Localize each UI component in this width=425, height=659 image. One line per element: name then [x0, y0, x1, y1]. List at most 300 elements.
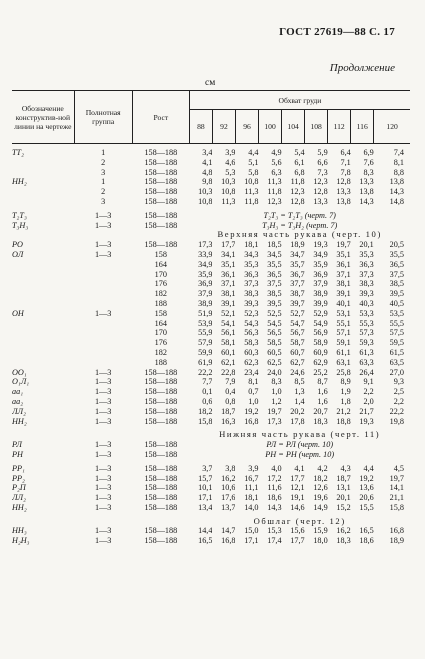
measurement-value: 4,2	[317, 463, 328, 473]
measurement-value: 16,8	[389, 526, 404, 536]
measurement-value: 36,1	[221, 269, 236, 279]
line-designation: PO	[12, 240, 23, 250]
table-row	[12, 319, 410, 329]
table-row	[12, 417, 410, 427]
measurement-value: 18,5	[267, 240, 282, 250]
measurement-value: 36,1	[336, 259, 351, 269]
height-value: 158—188	[144, 387, 178, 397]
measurement-value: 6,1	[294, 157, 305, 167]
measurement-value: 62,3	[244, 357, 259, 367]
measurement-value: 16,2	[221, 473, 236, 483]
height-value: 170	[154, 328, 167, 338]
formula-text: РЛ = РЛ (черт. 10)	[266, 440, 334, 450]
measurement-value: 3,9	[225, 148, 236, 157]
measurement-value: 20,5	[389, 240, 404, 250]
measurement-value: 10,8	[198, 196, 213, 206]
measurement-value: 35,3	[244, 259, 259, 269]
measurement-value: 54,7	[290, 318, 305, 328]
table-row	[12, 279, 410, 289]
measurement-value: 15,9	[313, 526, 328, 536]
measurement-value: 18,6	[359, 536, 374, 546]
measurement-value: 7,4	[393, 148, 404, 157]
line-designation	[12, 328, 74, 338]
measurement-value: 10,3	[198, 187, 213, 197]
line-designation: OH	[12, 308, 24, 318]
measurement-value: 14,3	[359, 196, 374, 206]
measurement-value: 5,3	[225, 167, 236, 177]
measurement-value: 19,7	[389, 473, 404, 483]
line-designation	[12, 348, 74, 358]
full-group: 3	[101, 196, 106, 206]
measurement-value: 17,4	[267, 536, 282, 546]
measurement-value: 33,9	[198, 249, 213, 259]
measurement-value: 19,8	[389, 416, 404, 426]
measurement-value: 54,1	[221, 318, 236, 328]
measurement-value: 1,0	[248, 396, 259, 406]
measurement-value: 5,6	[271, 157, 282, 167]
bust-size-header: 96	[235, 110, 258, 144]
line-designation: HH₂	[12, 416, 27, 426]
formula-text: T₃H₃ = T₃H₂ (черт. 7)	[262, 220, 338, 230]
measurement-value: 35,3	[359, 249, 374, 259]
measurement-value: 7,3	[317, 167, 328, 177]
height-value: 158—188	[144, 167, 178, 177]
measurement-value: 61,1	[336, 347, 351, 357]
measurement-value: 8,5	[294, 377, 305, 387]
measurement-value: 39,1	[336, 289, 351, 299]
bust-size-header: 120	[374, 110, 410, 144]
measurement-value: 1,4	[294, 396, 305, 406]
measurement-value: 11,3	[221, 196, 236, 206]
measurement-value: 1,8	[340, 396, 351, 406]
measurement-value: 1,2	[271, 396, 282, 406]
measurement-value: 54,3	[244, 318, 259, 328]
full-group: 1—3	[95, 240, 112, 250]
measurement-value: 13,3	[313, 196, 328, 206]
col-header-designation: Обозначение конструктив-ной линии на чертеже	[12, 91, 74, 144]
table-row	[12, 148, 410, 158]
measurement-value: 11,8	[290, 177, 305, 187]
measurement-value: 63,1	[336, 357, 351, 367]
measurement-value: 4,9	[271, 148, 282, 157]
col-header-height: Рост	[132, 91, 189, 144]
measurement-value: 52,7	[290, 308, 305, 318]
measurement-value: 27,0	[389, 367, 404, 377]
measurement-value: 53,9	[198, 318, 213, 328]
full-group: 1—3	[95, 473, 112, 483]
measurement-value: 3,8	[225, 463, 236, 473]
full-group: 1—3	[95, 440, 112, 450]
measurement-value: 11,3	[267, 177, 282, 187]
measurement-value: 15,7	[198, 473, 213, 483]
measurement-value: 6,4	[340, 148, 351, 157]
measurement-value: 4,4	[363, 463, 374, 473]
full-group	[74, 348, 132, 358]
table-row	[12, 260, 410, 270]
measurement-value: 18,3	[313, 416, 328, 426]
measurement-value: 11,6	[267, 483, 282, 493]
measurement-value: 13,1	[336, 483, 351, 493]
formula-row	[12, 440, 410, 450]
measurement-value: 15,6	[290, 526, 305, 536]
full-group: 1—3	[95, 367, 112, 377]
measurement-value: 12,6	[313, 483, 328, 493]
measurement-value: 9,3	[393, 377, 404, 387]
measurement-value: 6,3	[271, 167, 282, 177]
measurement-value: 11,3	[244, 187, 259, 197]
measurement-value: 15,2	[336, 502, 351, 512]
line-designation	[12, 289, 74, 299]
section-title: Нижняя часть рукава (черт. 11)	[219, 430, 381, 440]
table-row	[12, 240, 410, 250]
measurement-value: 21,7	[359, 406, 374, 416]
measurement-value: 37,9	[198, 289, 213, 299]
measurement-value: 20,6	[359, 493, 374, 503]
line-designation	[12, 270, 74, 280]
measurement-value: 25,8	[336, 367, 351, 377]
measurement-value: 13,7	[221, 502, 236, 512]
section-title: Обшлаг (черт. 12)	[253, 516, 346, 526]
height-value: 188	[154, 298, 167, 308]
bust-size-header: 116	[351, 110, 374, 144]
measurement-value: 55,9	[198, 328, 213, 338]
height-value: 158	[154, 308, 167, 318]
full-group	[74, 328, 132, 338]
measurement-value: 38,1	[336, 279, 351, 289]
measurement-value: 60,3	[244, 347, 259, 357]
table-row	[12, 197, 410, 207]
measurement-value: 3,9	[248, 463, 259, 473]
height-value: 158—188	[144, 220, 178, 230]
height-value: 164	[154, 318, 167, 328]
measurement-value: 1,6	[317, 387, 328, 397]
measurement-value: 39,1	[221, 298, 236, 308]
formula-row	[12, 450, 410, 460]
measurement-value: 6,8	[294, 167, 305, 177]
section-upper-sleeve	[12, 230, 410, 240]
measurement-value: 7,7	[202, 377, 213, 387]
measurement-value: 10,3	[221, 177, 236, 187]
measurement-value: 17,8	[290, 416, 305, 426]
measurement-value: 19,3	[313, 240, 328, 250]
line-designation: T₃H₃	[12, 220, 29, 230]
table-row	[12, 368, 410, 378]
measurement-value: 9,1	[363, 377, 374, 387]
measurement-value: 19,6	[313, 493, 328, 503]
height-value: 158—188	[144, 449, 178, 459]
measurement-value: 38,5	[267, 289, 282, 299]
measurement-value: 0,8	[225, 396, 236, 406]
measurement-value: 18,1	[244, 493, 259, 503]
table-row	[12, 358, 410, 368]
measurement-value: 37,9	[313, 279, 328, 289]
full-group: 1—3	[95, 463, 112, 473]
measurement-value: 12,3	[313, 177, 328, 187]
measurement-value: 35,5	[389, 249, 404, 259]
measurement-value: 53,1	[336, 308, 351, 318]
measurement-value: 34,3	[244, 249, 259, 259]
height-value: 164	[154, 259, 167, 269]
measurement-value: 37,3	[359, 269, 374, 279]
full-group: 1—3	[95, 416, 112, 426]
full-group: 1—3	[95, 387, 112, 397]
table-row	[12, 526, 410, 536]
measurement-value: 62,7	[290, 357, 305, 367]
full-group: 1—3	[95, 483, 112, 493]
measurement-value: 7,8	[340, 167, 351, 177]
measurement-value: 52,9	[313, 308, 328, 318]
measurement-value: 17,3	[198, 240, 213, 250]
measurement-value: 17,2	[267, 473, 282, 483]
measurement-value: 57,5	[389, 328, 404, 338]
height-value: 158—188	[144, 240, 178, 250]
measurement-value: 19,7	[267, 406, 282, 416]
full-group	[74, 319, 132, 329]
full-group: 1—3	[95, 536, 112, 546]
measurement-value: 18,0	[313, 536, 328, 546]
line-designation: OO₁	[12, 367, 27, 377]
full-group: 1—3	[95, 396, 112, 406]
line-designation: H₂H₃	[12, 536, 30, 546]
full-group: 1—3	[95, 308, 112, 318]
measurement-value: 35,1	[221, 259, 236, 269]
height-value: 182	[154, 289, 167, 299]
full-group	[74, 260, 132, 270]
full-group: 1—3	[95, 377, 112, 387]
measurement-value: 13,8	[359, 187, 374, 197]
section-cuff	[12, 517, 410, 527]
continuation-label: Продолжение	[329, 62, 395, 74]
measurement-value: 39,5	[267, 298, 282, 308]
measurement-value: 14,8	[389, 196, 404, 206]
measurement-value: 22,2	[198, 367, 213, 377]
measurement-value: 63,3	[359, 357, 374, 367]
measurement-value: 12,3	[267, 196, 282, 206]
measurement-value: 4,1	[294, 463, 305, 473]
height-value: 158—188	[144, 473, 178, 483]
measurement-value: 13,3	[359, 177, 374, 187]
measurement-value: 8,9	[340, 377, 351, 387]
line-designation	[12, 299, 74, 309]
measurement-value: 60,7	[290, 347, 305, 357]
measurement-value: 13,4	[198, 502, 213, 512]
measurement-value: 14,3	[267, 502, 282, 512]
measurement-value: 18,6	[267, 493, 282, 503]
measurement-value: 14,6	[290, 502, 305, 512]
table-row	[12, 158, 410, 168]
measurement-value: 8,7	[317, 377, 328, 387]
measurement-value: 17,3	[267, 416, 282, 426]
measurement-value: 55,1	[336, 318, 351, 328]
measurement-value: 15,0	[244, 526, 259, 536]
measurement-value: 18,9	[290, 240, 305, 250]
measurement-value: 57,3	[359, 328, 374, 338]
measurement-value: 10,6	[221, 483, 236, 493]
bust-size-header: 100	[259, 110, 282, 144]
measurement-value: 21,1	[389, 493, 404, 503]
measurement-value: 60,5	[267, 347, 282, 357]
measurement-value: 35,7	[290, 259, 305, 269]
measurement-value: 7,1	[340, 157, 351, 167]
measurement-value: 17,7	[221, 240, 236, 250]
measurement-value: 11,8	[267, 187, 282, 197]
line-designation: aa₂	[12, 396, 24, 406]
measurement-value: 13,8	[389, 177, 404, 187]
measurement-value: 57,9	[198, 338, 213, 348]
measurement-value: 14,7	[221, 526, 236, 536]
measurement-value: 18,1	[244, 240, 259, 250]
measurement-value: 21,2	[336, 406, 351, 416]
full-group: 1—3	[95, 493, 112, 503]
measurement-value: 36,5	[389, 259, 404, 269]
measurement-value: 38,3	[359, 279, 374, 289]
height-value: 158—188	[144, 367, 178, 377]
measurement-value: 56,1	[221, 328, 236, 338]
height-value: 158—188	[144, 210, 178, 220]
measurement-value: 14,9	[313, 502, 328, 512]
measurement-value: 37,5	[389, 269, 404, 279]
measurement-value: 37,5	[267, 279, 282, 289]
measurement-value: 1,6	[317, 396, 328, 406]
measurement-value: 4,5	[393, 463, 404, 473]
measurement-value: 17,6	[221, 493, 236, 503]
height-value: 176	[154, 279, 167, 289]
measurement-value: 5,9	[317, 148, 328, 157]
measurement-value: 12,8	[290, 196, 305, 206]
measurement-value: 51,9	[198, 308, 213, 318]
table-row	[12, 168, 410, 178]
line-designation: HH₂	[12, 177, 27, 187]
line-designation: aa₁	[12, 387, 24, 397]
measurement-value: 18,3	[336, 536, 351, 546]
line-designation	[12, 197, 74, 207]
measurement-value: 63,5	[389, 357, 404, 367]
measurement-value: 18,7	[221, 406, 236, 416]
measurement-value: 36,9	[313, 269, 328, 279]
height-value: 158—188	[144, 493, 178, 503]
measurement-value: 16,2	[336, 526, 351, 536]
full-group: 1—3	[95, 406, 112, 416]
measurement-value: 60,9	[313, 347, 328, 357]
full-group: 1—3	[95, 526, 112, 536]
height-value: 158—188	[144, 148, 178, 157]
measurement-value: 1,0	[271, 387, 282, 397]
measurement-value: 52,3	[244, 308, 259, 318]
measurement-value: 16,7	[244, 473, 259, 483]
measurement-value: 17,7	[290, 473, 305, 483]
measurement-value: 16,5	[359, 526, 374, 536]
full-group: 1	[101, 177, 106, 187]
measurement-value: 38,3	[244, 289, 259, 299]
measurement-value: 5,8	[248, 167, 259, 177]
measurement-value: 2,2	[363, 387, 374, 397]
measurement-value: 37,7	[290, 279, 305, 289]
height-value: 158—188	[144, 416, 178, 426]
measurement-value: 56,3	[244, 328, 259, 338]
measurement-value: 38,1	[221, 289, 236, 299]
measurement-value: 34,9	[313, 249, 328, 259]
measurement-value: 1,9	[340, 387, 351, 397]
section-lower-sleeve	[12, 430, 410, 440]
measurement-value: 58,5	[267, 338, 282, 348]
measurement-value: 19,7	[336, 240, 351, 250]
measurement-value: 35,9	[313, 259, 328, 269]
height-value: 188	[154, 357, 167, 367]
measurement-value: 13,8	[336, 196, 351, 206]
full-group: 1—3	[95, 220, 112, 230]
table-row	[12, 270, 410, 280]
measurement-value: 1,3	[294, 387, 305, 397]
measurement-value: 59,9	[198, 347, 213, 357]
measurement-value: 3,4	[202, 148, 213, 157]
unit-label: см	[205, 78, 216, 88]
table-row	[12, 377, 410, 387]
measurement-value: 55,5	[389, 318, 404, 328]
measurement-value: 26,4	[359, 367, 374, 377]
measurement-value: 4,3	[340, 463, 351, 473]
measurement-value: 36,5	[267, 269, 282, 279]
height-value: 158—188	[144, 377, 178, 387]
measurement-value: 57,1	[336, 328, 351, 338]
measurement-value: 20,7	[313, 406, 328, 416]
line-designation: HH₃	[12, 526, 27, 536]
bust-size-header: 92	[212, 110, 235, 144]
line-designation: PP₁	[12, 463, 25, 473]
measurement-value: 4,8	[202, 167, 213, 177]
measurement-value: 15,5	[359, 502, 374, 512]
table-row	[12, 250, 410, 260]
table-row	[12, 483, 410, 493]
full-group: 2	[101, 187, 106, 197]
measurement-value: 38,5	[389, 279, 404, 289]
line-designation	[12, 358, 74, 368]
table-row	[12, 328, 410, 338]
table-row	[12, 387, 410, 397]
line-designation: ОЛ	[12, 249, 24, 259]
measurement-value: 18,9	[389, 536, 404, 546]
line-designation	[12, 187, 74, 197]
formula-row	[12, 211, 410, 221]
measurement-value: 56,7	[290, 328, 305, 338]
measurement-value: 12,8	[336, 177, 351, 187]
table-row	[12, 407, 410, 417]
full-group	[74, 338, 132, 348]
measurement-value: 4,4	[248, 148, 259, 157]
measurement-value: 56,9	[313, 328, 328, 338]
height-value: 158	[154, 249, 167, 259]
measurement-value: 24,6	[290, 367, 305, 377]
measurement-value: 8,1	[393, 157, 404, 167]
measurement-value: 8,1	[248, 377, 259, 387]
height-value: 158—188	[144, 396, 178, 406]
measurement-value: 16,3	[221, 416, 236, 426]
col-header-group: Полнотная группа	[74, 91, 132, 144]
measurement-value: 18,2	[198, 406, 213, 416]
height-value: 158—188	[144, 536, 178, 546]
measurement-value: 52,1	[221, 308, 236, 318]
measurement-value: 7,9	[225, 377, 236, 387]
measurement-value: 39,5	[389, 289, 404, 299]
measurement-value: 39,3	[359, 289, 374, 299]
measurement-value: 19,1	[290, 493, 305, 503]
measurement-value: 24,0	[267, 367, 282, 377]
measurement-value: 34,5	[267, 249, 282, 259]
bust-size-header: 104	[282, 110, 305, 144]
measurement-value: 54,5	[267, 318, 282, 328]
measurement-value: 13,3	[336, 187, 351, 197]
formula-text: T₂T₃ = T₂T₃ (черт. 7)	[263, 210, 336, 220]
full-group	[74, 299, 132, 309]
